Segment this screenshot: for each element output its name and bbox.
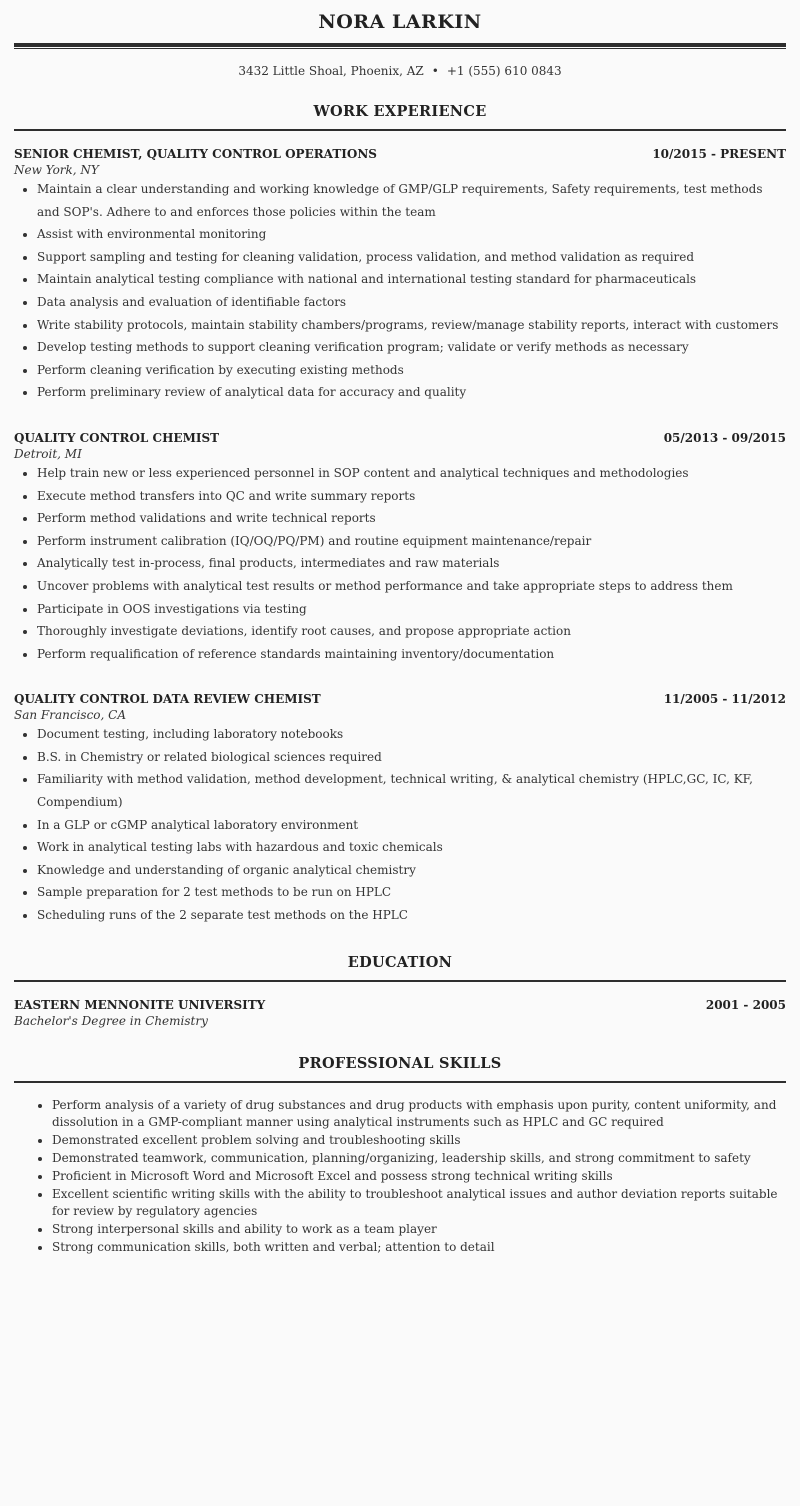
list-item: • Participate in OOS investigations via testing (37, 598, 786, 621)
candidate-name: NORA LARKIN (318, 11, 482, 33)
job-dates: 11/2005 - 11/2012 (663, 692, 786, 707)
section-rule (14, 1081, 786, 1083)
section-title-work: WORK EXPERIENCE (313, 103, 487, 120)
list-item: • Work in analytical testing labs with hazardous and toxic chemicals (37, 836, 786, 859)
job-entry (14, 691, 786, 926)
job-location: New York, NY (14, 163, 99, 177)
list-item: • Familiarity with method validation, method development, technical writing, & analytical chemistry (HPLC,GC, IC, KF, Compendium) (37, 768, 786, 813)
list-item: • Scheduling runs of the 2 separate test methods on the HPLC (37, 904, 786, 927)
school-name: EASTERN MENNONITE UNIVERSITY (14, 997, 266, 1012)
section-rule (14, 129, 786, 131)
job-title: QUALITY CONTROL CHEMIST (14, 430, 220, 445)
job-bullets (14, 723, 786, 926)
job-location: San Francisco, CA (14, 708, 127, 723)
degree: Bachelor's Degree in Chemistry (14, 1013, 208, 1028)
section-title-skills: PROFESSIONAL SKILLS (298, 1054, 502, 1072)
list-item: • Excellent scientific writing skills with the ability to troubleshoot analytical issues and author deviation reports suitable for review by regulatory agencies (52, 1186, 786, 1222)
list-item: • Strong interpersonal skills and ability to work as a team player (52, 1221, 786, 1239)
list-item: • Document testing, including laboratory notebooks (37, 723, 786, 746)
list-item: • Perform instrument calibration (IQ/OQ/PQ/PM) and routine equipment maintenance/repair (37, 530, 786, 553)
education-entry (14, 997, 786, 1029)
list-item: • Help train new or less experienced personnel in SOP content and analytical techniques and methodologies (37, 462, 786, 485)
job-bullets (14, 462, 786, 665)
phone: +1 (555) 610 0843 (446, 64, 562, 78)
list-item: • Perform analysis of a variety of drug substances and drug products with emphasis upon purity, content uniformity, and dissolution in a GMP-compliant manner using analytical instruments such as HPLC and GC required (52, 1097, 786, 1133)
job-header (14, 430, 786, 446)
list-item: • Develop testing methods to support cleaning verification program; validate or verify methods as necessary (37, 336, 786, 359)
list-item: • Demonstrated excellent problem solving and troubleshooting skills (52, 1132, 786, 1150)
education-header (14, 997, 786, 1013)
list-item: • Data analysis and evaluation of identifiable factors (37, 291, 786, 314)
address: 3432 Little Shoal, Phoenix, AZ (238, 64, 424, 78)
job-title: SENIOR CHEMIST, QUALITY CONTROL OPERATIONS (14, 147, 377, 161)
job-bullets (14, 178, 786, 404)
list-item: • Uncover problems with analytical test results or method performance and take appropriate steps to address them (37, 575, 786, 598)
contact-line (14, 63, 786, 79)
job-entry (14, 146, 786, 404)
education-dates: 2001 - 2005 (705, 997, 786, 1012)
list-item: • Sample preparation for 2 test methods to be run on HPLC (37, 881, 786, 904)
list-item: • Perform requalification of reference standards maintaining inventory/documentation (37, 643, 786, 666)
list-item: • Perform cleaning verification by executing existing methods (37, 359, 786, 382)
list-item: • Assist with environmental monitoring (37, 223, 786, 246)
list-item: • Maintain a clear understanding and working knowledge of GMP/GLP requirements, Safety requirements, test methods and SOP's. Adhere to and enforces those policies within the team (37, 178, 786, 223)
job-dates: 05/2013 - 09/2015 (663, 430, 786, 445)
list-item: • B.S. in Chemistry or related biological sciences required (37, 746, 786, 769)
job-entry (14, 430, 786, 665)
list-item: • Demonstrated teamwork, communication, planning/organizing, leadership skills, and strong commitment to safety (52, 1150, 786, 1168)
list-item: • Analytically test in-process, final products, intermediates and raw materials (37, 552, 786, 575)
skills-list (14, 1097, 786, 1257)
list-item: • Maintain analytical testing compliance with national and international testing standard for pharmaceuticals (37, 268, 786, 291)
separator-dot: • (431, 64, 439, 78)
header-rule-thick (14, 43, 786, 47)
list-item: • Support sampling and testing for cleaning validation, process validation, and method validation as required (37, 246, 786, 269)
job-header (14, 146, 786, 162)
section-title-education: EDUCATION (347, 953, 453, 971)
job-header (14, 691, 786, 707)
list-item: • In a GLP or cGMP analytical laboratory environment (37, 814, 786, 837)
job-location: Detroit, MI (14, 446, 82, 461)
job-dates: 10/2015 - PRESENT (652, 147, 786, 161)
list-item: • Execute method transfers into QC and write summary reports (37, 485, 786, 508)
list-item: • Knowledge and understanding of organic analytical chemistry (37, 859, 786, 882)
list-item: • Thoroughly investigate deviations, identify root causes, and propose appropriate action (37, 620, 786, 643)
list-item: • Proficient in Microsoft Word and Microsoft Excel and possess strong technical writing skills (52, 1168, 786, 1186)
list-item: • Perform preliminary review of analytical data for accuracy and quality (37, 381, 786, 404)
section-rule (14, 980, 786, 982)
list-item: • Perform method validations and write technical reports (37, 507, 786, 530)
job-title: QUALITY CONTROL DATA REVIEW CHEMIST (14, 692, 321, 707)
list-item: • Strong communication skills, both written and verbal; attention to detail (52, 1239, 786, 1257)
header-rule-thin (14, 48, 786, 49)
list-item: • Write stability protocols, maintain stability chambers/programs, review/manage stability reports, interact with customers (37, 314, 786, 337)
